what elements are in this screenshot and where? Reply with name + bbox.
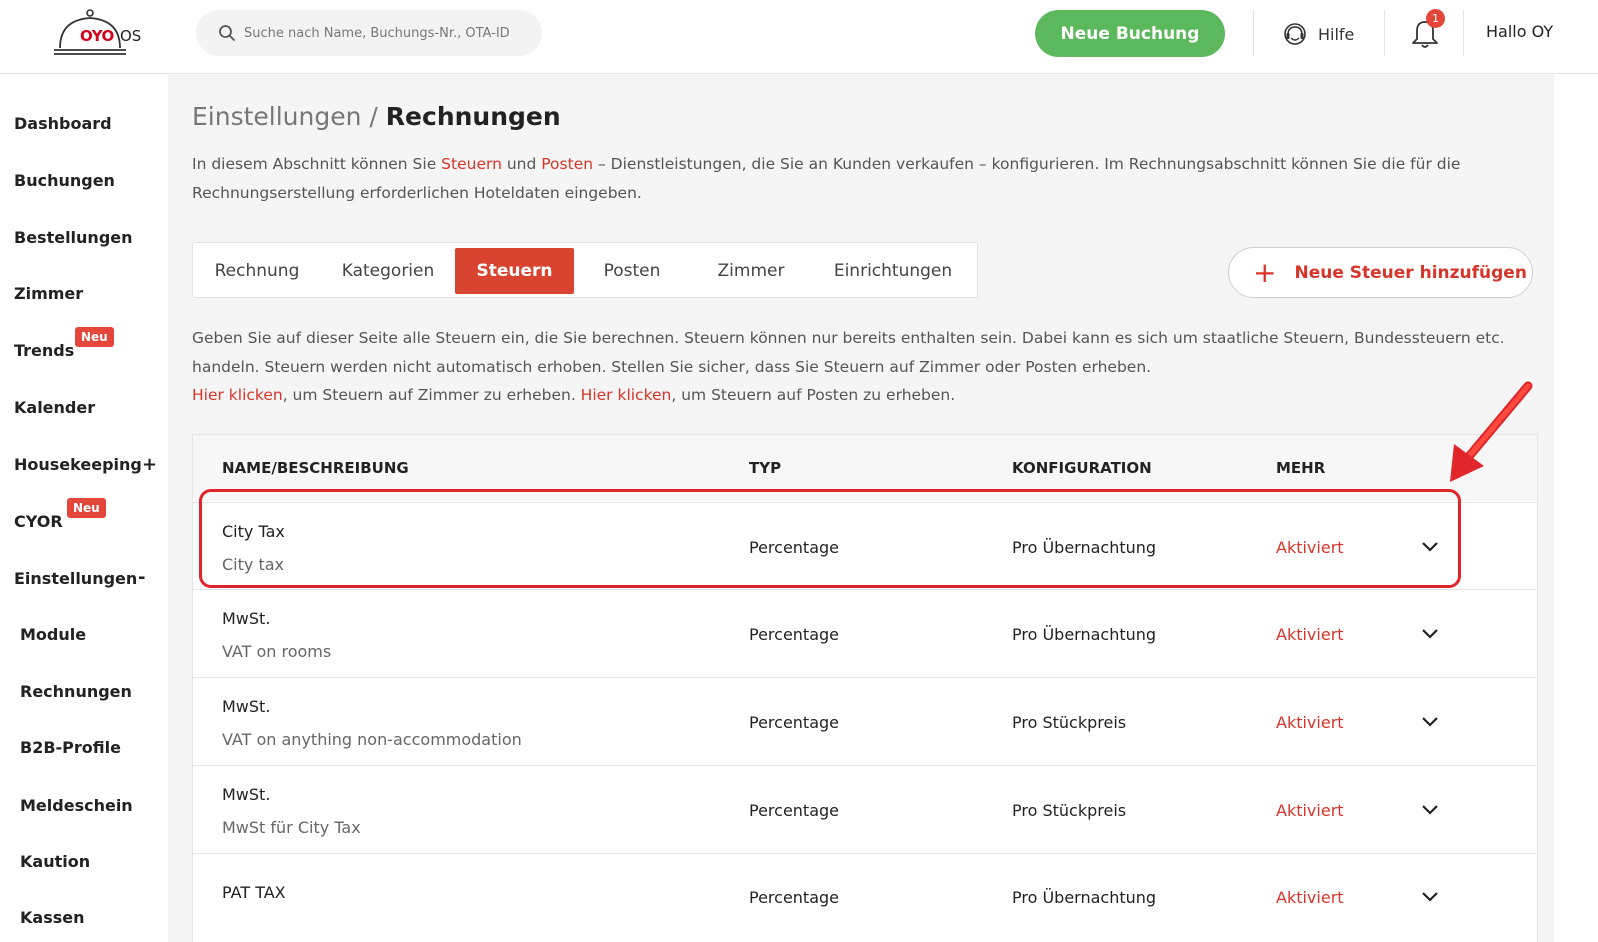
taxes-link[interactable]: Steuern [441,155,502,173]
sidebar-item-orders[interactable]: Bestellungen [14,228,133,247]
table-row[interactable] [193,853,1537,940]
intro-part: und [501,155,542,173]
add-tax-button[interactable] [1228,247,1533,298]
annotation-arrow-icon [1440,378,1540,488]
tax-name: MwSt. [222,785,271,804]
logo-suffix: OS [120,27,142,45]
sidebar-item-dashboard[interactable]: Dashboard [14,114,112,133]
tax-status: Aktiviert [1276,625,1344,644]
tax-type: Percentage [749,888,840,907]
scrollbar-track[interactable] [1554,74,1598,942]
page-title [192,102,561,131]
new-badge: Neu [75,327,114,347]
breadcrumb-current: Rechnungen [385,102,561,131]
intro-part: In diesem Abschnitt können Sie [192,155,442,173]
notification-count-badge: 1 [1426,9,1445,28]
sidebar-item-settings[interactable]: Einstellungen [14,569,138,588]
taxes-description [192,324,1522,410]
table-row[interactable] [193,589,1537,676]
settings-tabs [192,242,978,298]
tab-rooms[interactable]: Zimmer [717,261,785,281]
tab-categories[interactable]: Kategorien [341,261,435,281]
tax-description: MwSt für City Tax [222,818,361,837]
headset-icon [1282,21,1308,47]
top-bar [0,0,1598,74]
plus-icon: + [1253,255,1277,289]
add-tax-label: Neue Steuer hinzufügen [1294,262,1527,283]
sidebar-item-invoices[interactable]: Rechnungen [20,682,132,701]
tab-invoice[interactable]: Rechnung [214,261,300,281]
tax-status: Aktiviert [1276,801,1344,820]
divider [1253,10,1254,56]
tax-type: Percentage [749,625,840,644]
column-header-name: NAME/BESCHREIBUNG [222,459,409,477]
chevron-down-icon[interactable] [1421,716,1439,728]
sidebar-item-b2b-profiles[interactable]: B2B-Profile [20,738,121,757]
search-input[interactable] [244,21,534,45]
room-tax-link[interactable]: Hier klicken [192,386,283,404]
search-bar[interactable] [196,10,542,56]
help-button[interactable] [1282,20,1354,48]
sidebar [0,74,168,942]
sidebar-item-cyor[interactable]: CYOR [14,512,63,531]
tax-configuration: Pro Übernachtung [1012,538,1157,557]
tax-description: VAT on rooms [222,642,332,661]
highlight-box [199,489,1461,588]
oyo-os-logo[interactable] [50,8,150,60]
column-header-more: MEHR [1276,459,1326,477]
tax-status: Aktiviert [1276,713,1344,732]
collapse-icon[interactable]: - [138,567,146,588]
help-label: Hilfe [1318,24,1355,44]
sidebar-item-trends[interactable]: Trends [14,341,75,360]
tax-name: MwSt. [222,609,271,628]
divider [1463,10,1464,56]
tax-configuration: Pro Übernachtung [1012,625,1157,644]
tab-taxes[interactable]: Steuern [455,248,574,294]
sidebar-item-modules[interactable]: Module [20,625,87,644]
sidebar-item-bookings[interactable]: Buchungen [14,171,115,190]
tax-status: Aktiviert [1276,888,1344,907]
items-link[interactable]: Posten [541,155,594,173]
tax-configuration: Pro Stückpreis [1012,713,1127,732]
chevron-down-icon[interactable] [1421,804,1439,816]
logo-brand: OYO [80,27,114,45]
tax-type: Percentage [749,713,840,732]
new-booking-button[interactable]: Neue Buchung [1035,10,1225,57]
chevron-down-icon[interactable] [1421,891,1439,903]
table-row[interactable] [193,677,1537,764]
user-greeting[interactable]: Hallo OY [1486,22,1554,41]
tax-configuration: Pro Übernachtung [1012,888,1157,907]
breadcrumb-parent[interactable]: Einstellungen / [192,102,386,131]
divider [1384,10,1385,56]
tax-description: City tax [222,555,284,574]
sidebar-item-cash-registers[interactable]: Kassen [20,908,85,927]
intro-text [192,150,1522,208]
description-text: Geben Sie auf dieser Seite alle Steuern ein, die Sie berechnen. Steuern können nur bereits enthalten sein. Dabei kann es sich um staatliche Steuern, Bundessteuern etc. handeln. Steuern werden nicht automatisch erhoben. Stellen Sie sicher, dass Sie Steuern auf Zimmer oder Posten erheben. [192,329,1505,376]
tax-description: VAT on anything non-accommodation [222,730,522,749]
search-icon [218,24,236,42]
tax-name: City Tax [222,522,285,541]
tax-configuration: Pro Stückpreis [1012,801,1127,820]
description-text: , um Steuern auf Posten zu erheben. [671,386,956,404]
column-header-configuration: KONFIGURATION [1012,459,1152,477]
sidebar-item-calendar[interactable]: Kalender [14,398,96,417]
expand-icon[interactable]: + [142,454,158,475]
sidebar-item-rooms[interactable]: Zimmer [14,284,84,303]
intro-part: – Dienstleistungen, die Sie an Kunden verkaufen – konfigurieren. Im Rechnungsabschnitt können Sie die für die Rechnungserstellung erforderlichen Hoteldaten eingeben. [192,155,1461,202]
item-tax-link[interactable]: Hier klicken [580,386,672,404]
sidebar-item-deposit[interactable]: Kaution [20,852,91,871]
tax-type: Percentage [749,538,840,557]
tax-status: Aktiviert [1276,538,1344,557]
new-badge: Neu [67,498,106,518]
description-text: , um Steuern auf Zimmer zu erheben. [282,386,581,404]
sidebar-item-housekeeping[interactable]: Housekeeping [14,455,142,474]
tax-name: MwSt. [222,697,271,716]
tab-items[interactable]: Posten [603,261,661,281]
tax-type: Percentage [749,801,840,820]
chevron-down-icon[interactable] [1421,628,1439,640]
sidebar-item-registration-form[interactable]: Meldeschein [20,796,133,815]
table-row[interactable] [193,765,1537,852]
tab-facilities[interactable]: Einrichtungen [833,261,953,281]
tax-name: PAT TAX [222,883,286,902]
column-header-type: TYP [749,459,782,477]
